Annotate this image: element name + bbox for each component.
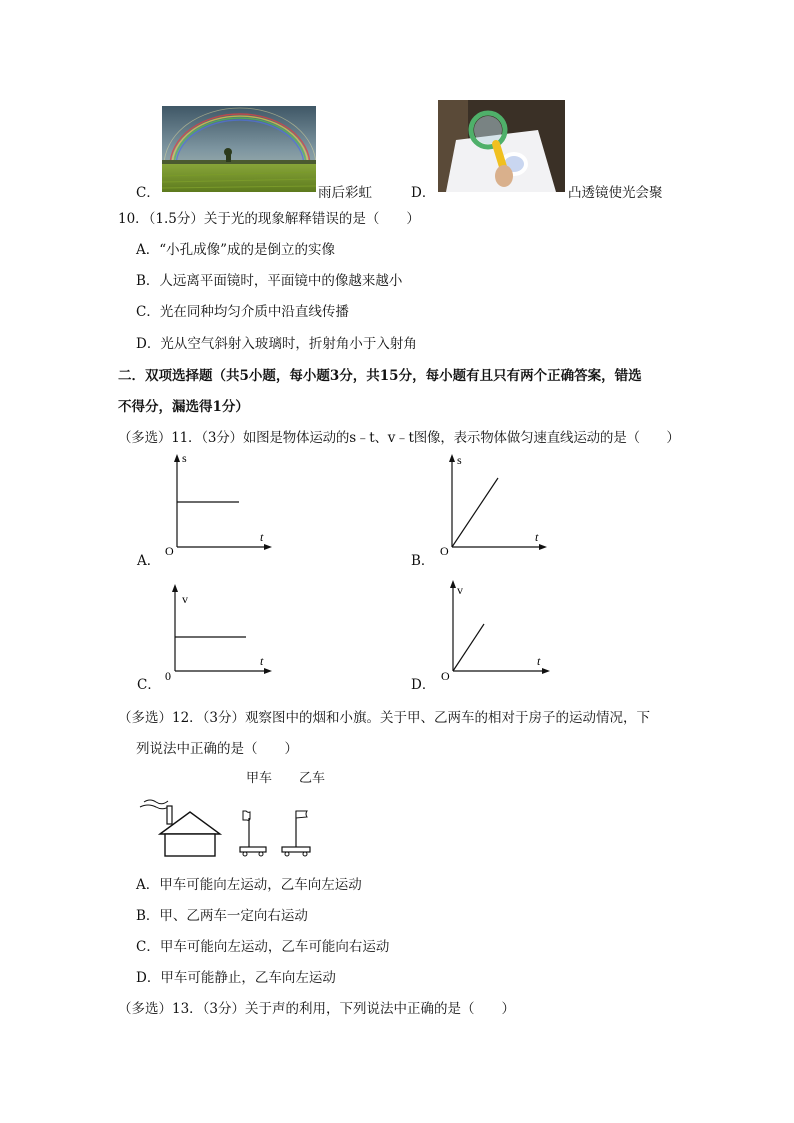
q10-option-a: A．“小孔成像”成的是倒立的实像: [136, 242, 336, 258]
q11-graph-d-label: D．: [411, 677, 436, 693]
graph-a-y-label: s: [182, 452, 187, 465]
graph-d-origin: O: [441, 669, 450, 683]
graph-a-origin: O: [165, 544, 174, 558]
q9-option-c-text: 雨后彩虹: [318, 185, 372, 201]
q10-option-b: B．人远离平面镜时，平面镜中的像越来越小: [136, 273, 403, 289]
q12-option-d: D．甲车可能静止，乙车向左运动: [136, 970, 336, 986]
section2-title-line2: 不得分，漏选得1分）: [118, 399, 249, 415]
car-b: [282, 811, 310, 856]
graph-d: [436, 576, 556, 686]
q12-stem-line1: （多选）12．（3分）观察图中的烟和小旗。关于甲、乙两车的相对于房子的运动情况，下: [118, 710, 651, 726]
graph-b: [435, 452, 555, 562]
car-b-label: 乙车: [299, 771, 326, 786]
graph-c-x-label: t: [260, 654, 264, 668]
q10-stem: 10．（1.5分）关于光的现象解释错误的是（ ）: [118, 211, 420, 227]
chimney: [167, 806, 172, 824]
q9-option-c-label: C．: [136, 185, 160, 201]
q11-graph-b-label: B．: [411, 553, 435, 569]
graph-d-line: [453, 624, 484, 671]
graph-d-y-label: v: [457, 583, 463, 597]
graph-c-origin: 0: [165, 669, 171, 683]
rainbow-photo: [162, 106, 316, 192]
magnifier-photo: [438, 100, 565, 192]
graph-a-x-label: t: [260, 530, 264, 544]
house-cars-diagram: [136, 794, 326, 860]
graph-b-y-label: s: [457, 453, 462, 467]
graph-b-line: [452, 478, 498, 547]
q10-option-c: C．光在同种均匀介质中沿直线传播: [136, 304, 349, 320]
graph-c-y-label: v: [182, 592, 188, 606]
q10-option-d: D．光从空气斜射入玻璃时，折射角小于入射角: [136, 336, 417, 352]
section2-title-line1: 二．双项选择题（共5小题，每小题3分，共15分，每小题有且只有两个正确答案，错选: [118, 368, 642, 384]
house-body: [165, 834, 215, 856]
q13-stem: （多选）13．（3分）关于声的利用，下列说法中正确的是（ ）: [118, 1001, 516, 1017]
q12-option-a: A．甲车可能向左运动，乙车向左运动: [136, 877, 362, 893]
q12-option-b: B．甲、乙两车一定向右运动: [136, 908, 308, 924]
graph-a: [160, 452, 280, 562]
q9-option-d-label: D．: [411, 185, 436, 201]
graph-b-origin: O: [440, 544, 449, 558]
q12-stem-line2: 列说法中正确的是（ ）: [136, 741, 298, 757]
graph-b-x-label: t: [535, 530, 539, 544]
graph-c: [158, 576, 278, 686]
car-a: [240, 811, 266, 856]
car-b-flag: [296, 811, 307, 818]
smoke: [144, 800, 168, 804]
graph-d-x-label: t: [537, 654, 541, 668]
q11-stem: （多选）11．（3分）如图是物体运动的s﹣t、v﹣t图像，表示物体做匀速直线运动的是（ ）: [118, 430, 680, 446]
q12-option-c: C．甲车可能向左运动，乙车可能向右运动: [136, 939, 390, 955]
q9-option-d-text: 凸透镜使光会聚: [568, 185, 663, 201]
q11-graph-a-label: A．: [137, 553, 161, 569]
q11-graph-c-label: C．: [137, 677, 161, 693]
car-a-label: 甲车: [246, 771, 273, 786]
